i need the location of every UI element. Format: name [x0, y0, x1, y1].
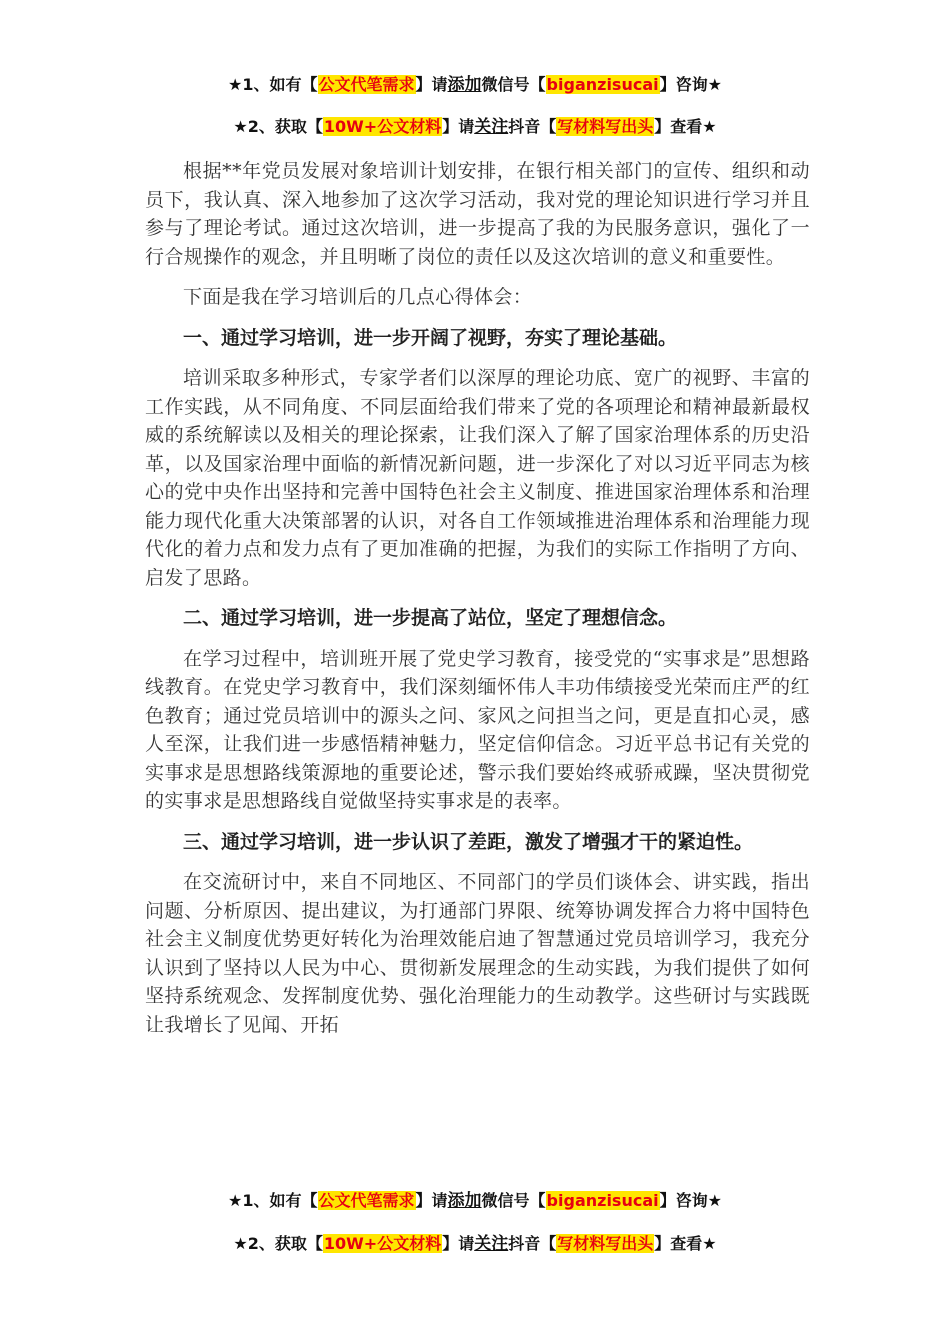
- ad-text: 微信号【: [481, 75, 546, 94]
- ad-highlight: 公文代笔需求: [318, 1191, 415, 1210]
- document-body: [145, 157, 810, 1039]
- ad-highlight-wechat-id: biganzisucai: [546, 75, 659, 94]
- top-ad-line-2: [0, 112, 950, 137]
- bottom-ad-line-1: [0, 1186, 950, 1211]
- ad-text: 微信号【: [481, 1191, 546, 1210]
- ad-text: 抖音【: [508, 117, 557, 136]
- ad-highlight-douyin-id: 写材料写出头: [557, 117, 654, 136]
- paragraph-section-2: 在学习过程中，培训班开展了党史学习教育，接受党的“实事求是”思想路线教育。在党史学习教育中，我们深刻缅怀伟人丰功伟绩接受光荣而庄严的红色教育；通过党员培训中的源头之问、家风之问担当之问，更是直扣心灵，感人至深，让我们进一步感悟精神魅力，坚定信仰信念。习近平总书记有关党的实事求是思想路线策源地的重要论述，警示我们要始终戒骄戒躁，坚决贯彻党的实事求是思想路线自觉做坚持实事求是的表率。: [145, 647, 810, 812]
- paragraph-section-1: 培训采取多种形式，专家学者们以深厚的理论功底、宽广的视野、丰富的工作实践，从不同角度、不同层面给我们带来了党的各项理论和精神最新最权威的系统解读以及相关的理论探索，让我们深入了解了国家治理体系的历史沿革，以及国家治理中面临的新情况新问题，进一步深化了对以习近平同志为核心的党中央作出坚持和完善中国特色社会主义制度、推进国家治理体系和治理能力现代化重大决策部署的认识，对各自工作领域推进治理体系和治理能力现代化的着力点和发力点有了更加准确的把握，为我们的实际工作指明了方向、启发了思路。: [145, 367, 810, 589]
- paragraph-lead: 下面是我在学习培训后的几点心得体会：: [183, 286, 533, 308]
- ad-text: 】查看★: [654, 1234, 717, 1253]
- ad-underlined: 添加: [447, 1191, 482, 1211]
- ad-underlined: 关注: [474, 1234, 509, 1254]
- ad-highlight: 10W+公文材料: [323, 1234, 442, 1253]
- ad-text: 】咨询★: [659, 75, 722, 94]
- ad-text: ★1、如有【: [228, 1191, 318, 1210]
- ad-underlined: 添加: [447, 75, 482, 95]
- ad-text: ★2、获取【: [233, 1234, 323, 1253]
- ad-text: 】请: [442, 117, 475, 136]
- ad-text: 抖音【: [508, 1234, 557, 1253]
- ad-text: 】查看★: [654, 117, 717, 136]
- ad-text: 】咨询★: [659, 1191, 722, 1210]
- section-heading-1: 一、通过学习培训，进一步开阔了视野，夯实了理论基础。: [183, 326, 678, 349]
- ad-text: ★1、如有【: [228, 75, 318, 94]
- section-heading-3: 三、通过学习培训，进一步认识了差距，激发了增强才干的紧迫性。: [183, 830, 754, 853]
- ad-text: 】请: [415, 1191, 448, 1210]
- ad-highlight-wechat-id: biganzisucai: [546, 1191, 659, 1210]
- paragraph-intro: 根据**年党员发展对象培训计划安排，在银行相关部门的宣传、组织和动员下，我认真、深入地参加了这次学习活动，我对党的理论知识进行学习并且参与了理论考试。通过这次培训，进一步提高了我的为民服务意识，强化了一行合规操作的观念，并且明晰了岗位的责任以及这次培训的意义和重要性。: [145, 160, 810, 268]
- bottom-ad-line-2: [0, 1229, 950, 1254]
- ad-underlined: 关注: [474, 117, 509, 137]
- ad-highlight-douyin-id: 写材料写出头: [557, 1234, 654, 1253]
- ad-text: ★2、获取【: [233, 117, 323, 136]
- ad-highlight: 公文代笔需求: [318, 75, 415, 94]
- ad-text: 】请: [415, 75, 448, 94]
- ad-highlight: 10W+公文材料: [323, 117, 442, 136]
- paragraph-section-3: 在交流研讨中，来自不同地区、不同部门的学员们谈体会、讲实践，指出问题、分析原因、提出建议，为打通部门界限、统筹协调发挥合力将中国特色社会主义制度优势更好转化为治理效能启迪了智慧通过党员培训学习，我充分认识到了坚持以人民为中心、贯彻新发展理念的生动实践，为我们提供了如何坚持系统观念、发挥制度优势、强化治理能力的生动教学。这些研讨与实践既让我增长了见闻、开拓: [145, 871, 810, 1036]
- top-ad-line-1: [0, 70, 950, 95]
- ad-text: 】请: [442, 1234, 475, 1253]
- section-heading-2: 二、通过学习培训，进一步提高了站位，坚定了理想信念。: [183, 607, 678, 629]
